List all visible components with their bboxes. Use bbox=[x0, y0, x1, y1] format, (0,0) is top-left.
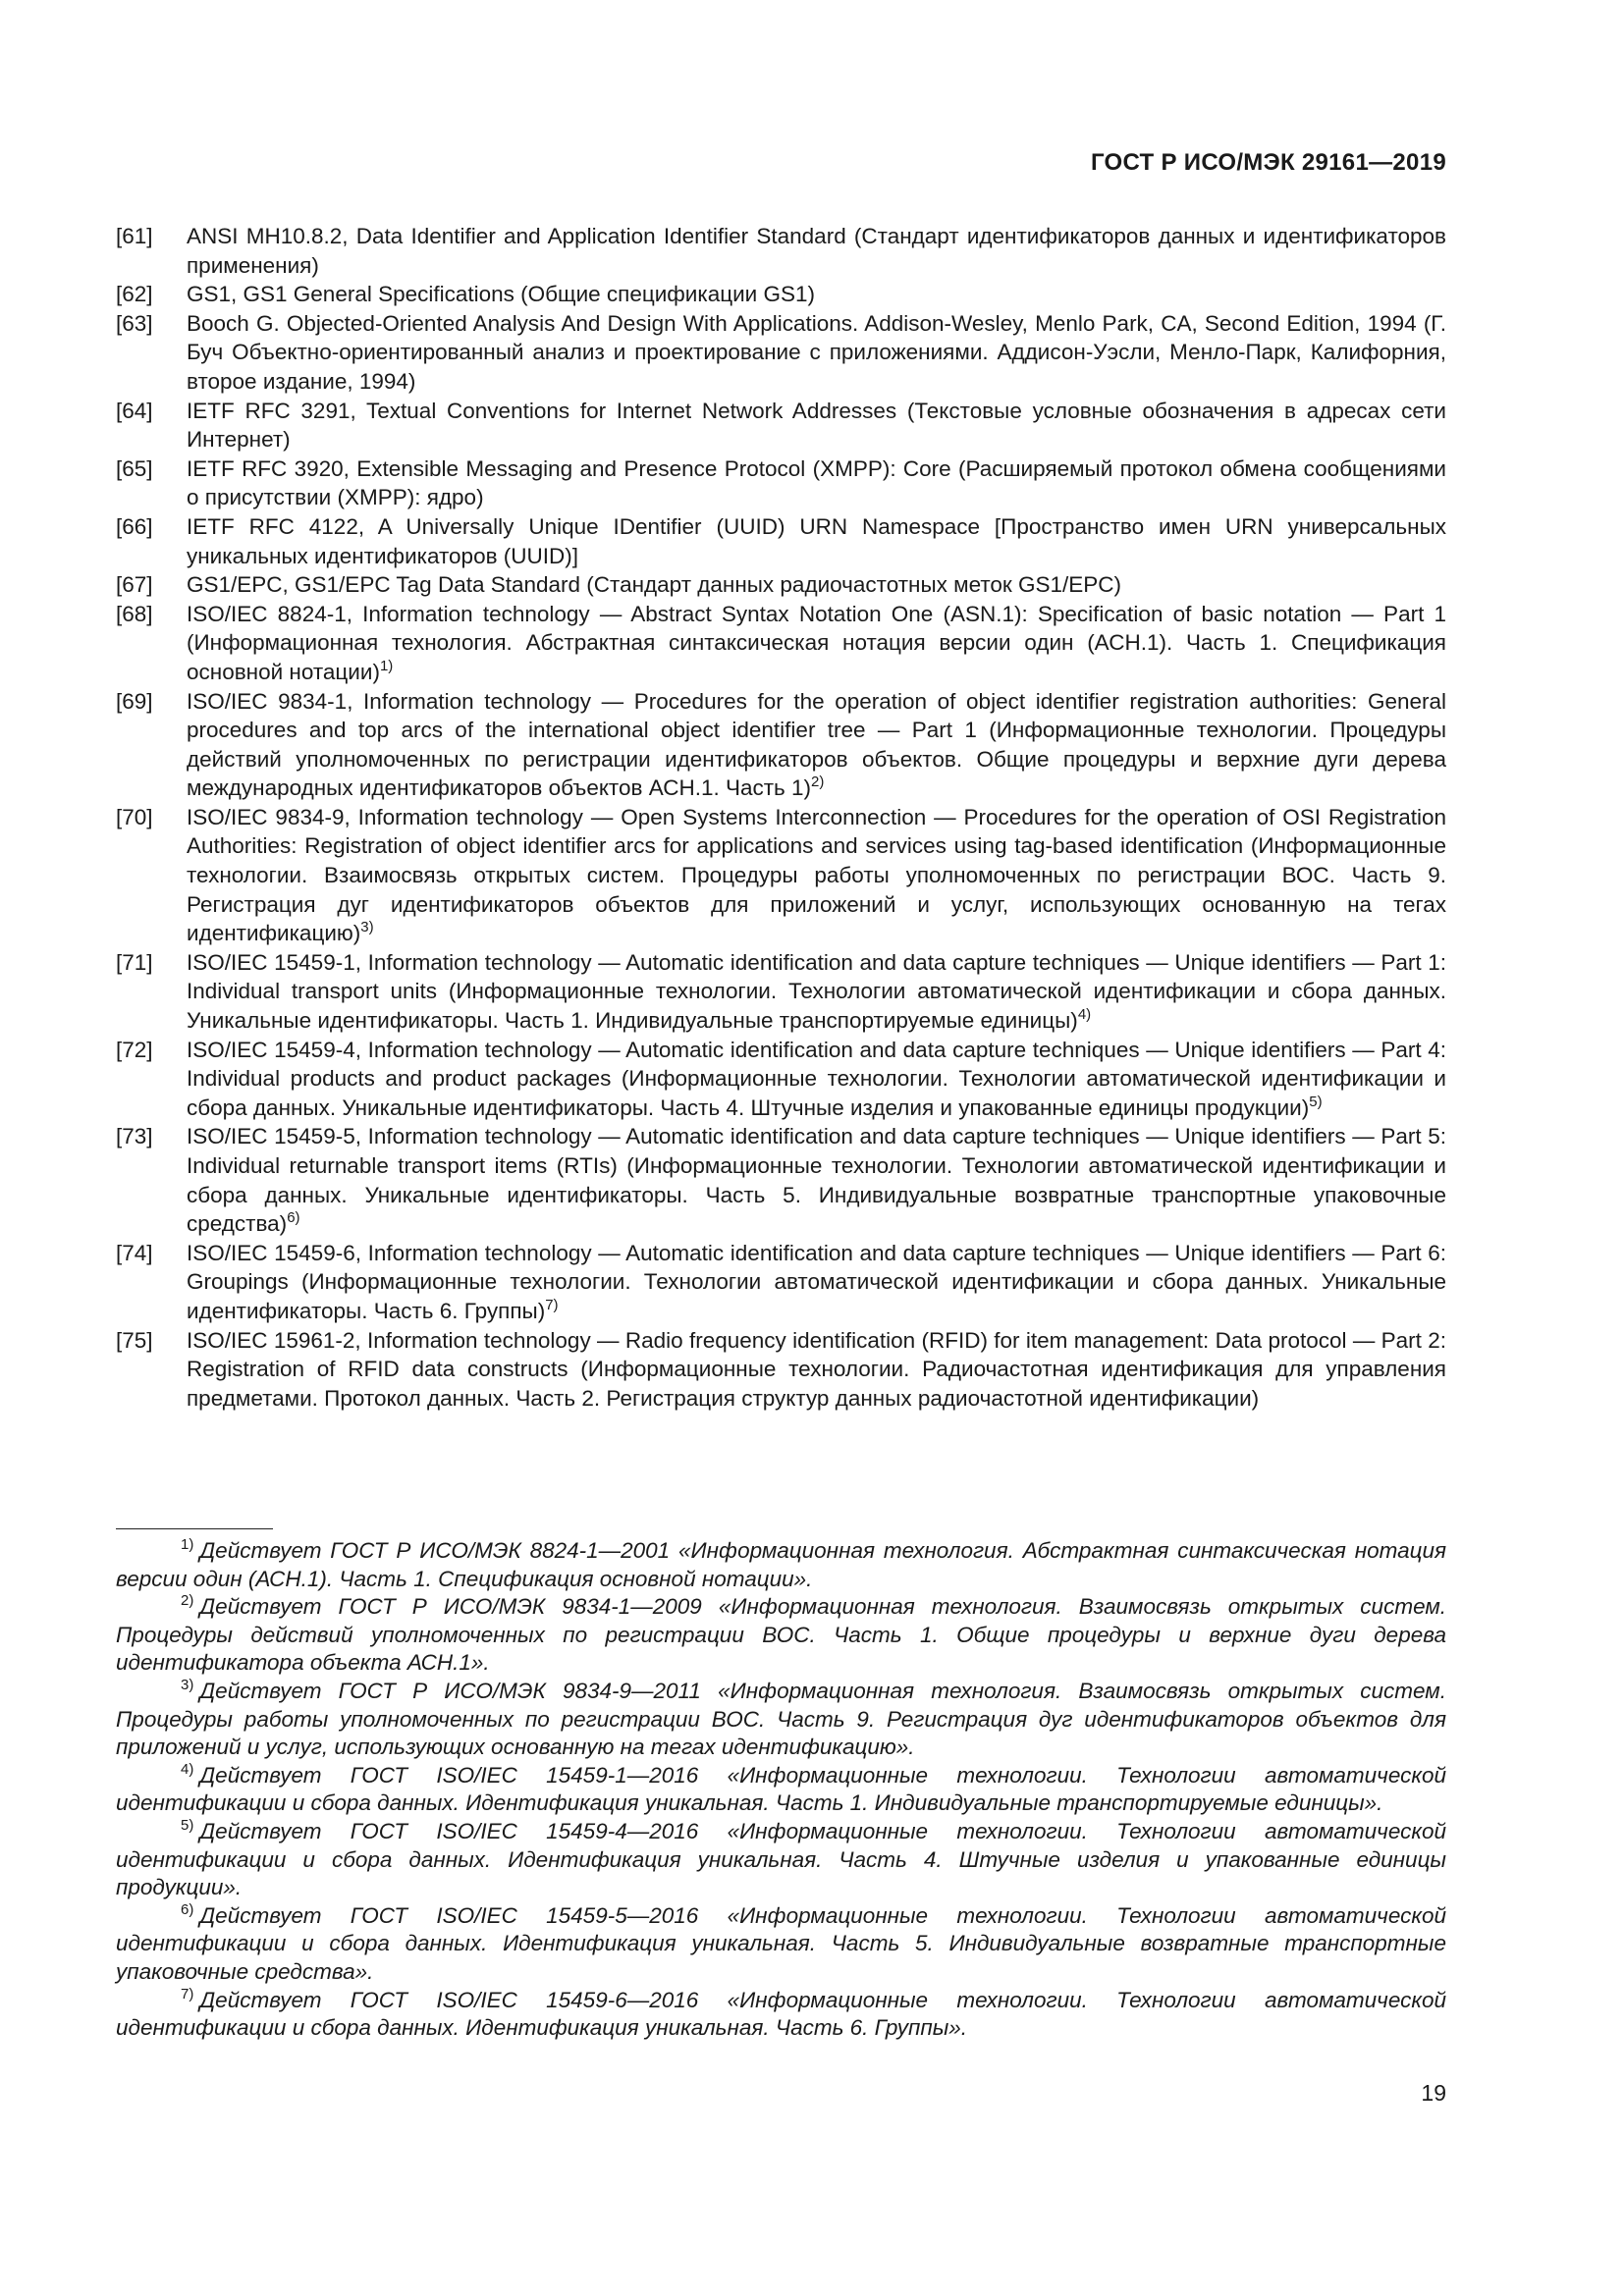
bibliography-list bbox=[116, 222, 1446, 1413]
reference-text: ISO/IEC 9834-9, Information technology — Open Systems Interconnection — Procedures for the operation of OSI Registration Authorities: Registration of object identifier arcs for applications and services using tag-based identification (Информационные технологии. Взаимосвязь открытых систем. Процедуры работы уполномоченных по регистрации ВОС. Часть 9. Регистрация дуг идентификаторов объектов для приложений и услуг, использующих основанную на тегах идентификацию)$^{3)}$ bbox=[187, 804, 1446, 946]
reference-number: [74] bbox=[116, 1240, 153, 1265]
footnote-mark: 4) bbox=[181, 1760, 194, 1778]
reference-number: [72] bbox=[116, 1037, 153, 1062]
reference-item bbox=[116, 397, 1446, 454]
reference-text: GS1/EPC, GS1/EPC Tag Data Standard (Стандарт данных радиочастотных меток GS1/EPC) bbox=[187, 572, 1122, 598]
reference-number: [61] bbox=[116, 224, 153, 248]
footnote-mark: 1) bbox=[181, 1536, 194, 1553]
reference-text: ANSI MH10.8.2, Data Identifier and Application Identifier Standard (Стандарт идентификаторов данных и идентификаторов применения) bbox=[187, 224, 1446, 278]
reference-text: ISO/IEC 15961-2, Information technology — Radio frequency identification (RFID) for item management: Data protocol — Part 2: Registration of RFID data constructs (Информационные технологии. Радиочастотная идентификация для управления предметами. Протокол данных. Часть 2. Регистрация структур данных радиочастотной идентификации) bbox=[187, 1327, 1446, 1411]
footnote-text: Действует ГОСТ Р ИСО/МЭК 9834-1—2009 «Информационная технология. Взаимосвязь открытых систем. Процедуры действий уполномоченных по регистрации ВОС. Часть 1. Общие процедуры и верхние дуги дерева идентификатора объекта АСН.1». bbox=[116, 1594, 1446, 1676]
reference-number: [66] bbox=[116, 513, 153, 539]
footnote-text: Действует ГОСТ ISO/IEC 15459-6—2016 «Информационные технологии. Технологии автоматической идентификации и сбора данных. Идентификация уникальная. Часть 6. Группы». bbox=[116, 1987, 1446, 2041]
footnote-marker: 2) bbox=[811, 774, 825, 791]
reference-item bbox=[116, 512, 1446, 570]
reference-number: [65] bbox=[116, 455, 153, 481]
footnote-separator bbox=[116, 1528, 273, 1529]
reference-item bbox=[116, 803, 1446, 948]
footnote bbox=[116, 1762, 1446, 1818]
footnote-mark: 6) bbox=[181, 1900, 194, 1918]
reference-item bbox=[116, 570, 1446, 600]
reference-item bbox=[116, 1036, 1446, 1123]
reference-item bbox=[116, 948, 1446, 1036]
footnote-text: Действует ГОСТ ISO/IEC 15459-5—2016 «Информационные технологии. Технологии автоматической идентификации и сбора данных. Идентификация уникальная. Часть 5. Индивидуальные возвратные транспортные упаковочные средства». bbox=[116, 1902, 1446, 1984]
footnote-mark: 3) bbox=[181, 1676, 194, 1693]
document-header: ГОСТ Р ИСО/МЭК 29161—2019 bbox=[1090, 149, 1446, 176]
footnote bbox=[116, 1593, 1446, 1678]
footnote-marker: 6) bbox=[287, 1209, 300, 1227]
reference-text: IETF RFC 3291, Textual Conventions for Internet Network Addresses (Текстовые условные обозначения в адресах сети Интернет) bbox=[187, 398, 1446, 453]
reference-number: [62] bbox=[116, 282, 153, 307]
footnote bbox=[116, 1987, 1446, 2043]
reference-number: [70] bbox=[116, 804, 153, 829]
footnote-text: Действует ГОСТ Р ИСО/МЭК 8824-1—2001 «Информационная технология. Абстрактная синтаксическая нотация версии один (АСН.1). Часть 1. Спецификация основной нотации». bbox=[116, 1538, 1446, 1591]
footnote-marker: 4) bbox=[1077, 1006, 1092, 1024]
reference-text: ISO/IEC 15459-1, Information technology — Automatic identification and data capture techniques — Unique identifiers — Part 1: Individual transport units (Информационные технологии. Технологии автоматической идентификации и сбора данных. Уникальные идентификаторы. Часть 1. Индивидуальные транспортируемые единицы)$^{4)}$ bbox=[187, 949, 1446, 1034]
reference-item bbox=[116, 1239, 1446, 1326]
reference-number: [69] bbox=[116, 688, 153, 714]
footnote-mark: 2) bbox=[181, 1592, 194, 1610]
footnote-text: Действует ГОСТ ISO/IEC 15459-1—2016 «Информационные технологии. Технологии автоматической идентификации и сбора данных. Идентификация уникальная. Часть 1. Индивидуальные транспортируемые единицы». bbox=[116, 1762, 1446, 1816]
footnotes bbox=[116, 1537, 1446, 2043]
footnote bbox=[116, 1678, 1446, 1762]
reference-number: [75] bbox=[116, 1327, 153, 1353]
reference-item bbox=[116, 222, 1446, 280]
reference-text: ISO/IEC 15459-4, Information technology — Automatic identification and data capture techniques — Unique identifiers — Part 4: Individual products and product packages (Информационные технологии. Технологии автоматической идентификации и сбора данных. Уникальные идентификаторы. Часть 4. Штучные изделия и упакованные единицы продукции)$^{5)}$ bbox=[187, 1037, 1446, 1120]
reference-text: ISO/IEC 8824-1, Information technology — Abstract Syntax Notation One (ASN.1): Specification of basic notation — Part 1 (Информационная технология. Абстрактная синтаксическая нотация версии один (АСН.1). Часть 1. Спецификация основной нотации)$^{1)}$ bbox=[187, 601, 1446, 684]
footnote-mark: 7) bbox=[181, 1985, 194, 2002]
footnote-text: Действует ГОСТ Р ИСО/МЭК 9834-9—2011 «Информационная технология. Взаимосвязь открытых систем. Процедуры работы уполномоченных по регистрации ВОС. Часть 9. Регистрация дуг идентификаторов объектов для приложений и услуг, использующих основанную на тегах идентификацию». bbox=[116, 1678, 1446, 1760]
reference-item bbox=[116, 1326, 1446, 1414]
reference-number: [67] bbox=[116, 572, 153, 598]
reference-text: IETF RFC 3920, Extensible Messaging and Presence Protocol (XMPP): Core (Расширяемый протокол обмена сообщениями о присутствии (XMPP): ядро) bbox=[187, 455, 1446, 510]
reference-number: [64] bbox=[116, 398, 153, 423]
footnote bbox=[116, 1537, 1446, 1593]
reference-text: GS1, GS1 General Specifications (Общие спецификации GS1) bbox=[187, 282, 816, 307]
reference-text: IETF RFC 4122, A Universally Unique IDentifier (UUID) URN Namespace [Пространство имен URN универсальных уникальных идентификаторов (UUID)] bbox=[187, 513, 1446, 568]
reference-number: [68] bbox=[116, 601, 153, 626]
footnote bbox=[116, 1902, 1446, 1987]
reference-item bbox=[116, 687, 1446, 803]
footnote-marker: 1) bbox=[379, 657, 394, 674]
footnote bbox=[116, 1818, 1446, 1902]
reference-text: Booch G. Objected-Oriented Analysis And Design With Applications. Addison-Wesley, Menlo Park, CA, Second Edition, 1994 (Г. Буч Объектно-ориентированный анализ и проектирование с приложениями. Аддисон-Уэсли, Менло-Парк, Калифорния, второе издание, 1994) bbox=[187, 310, 1446, 394]
footnote-marker: 3) bbox=[360, 919, 374, 936]
reference-text: ISO/IEC 9834-1, Information technology — Procedures for the operation of object identifier registration authorities: General procedures and top arcs of the international object identifier tree — Part 1 (Информационные технологии. Процедуры действий уполномоченных по регистрации идентификаторов объектов. Общие процедуры и верхние дуги дерева международных идентификаторов объектов АСН.1. Часть 1)$^{2)}$ bbox=[187, 688, 1446, 801]
reference-text: ISO/IEC 15459-5, Information technology — Automatic identification and data capture techniques — Unique identifiers — Part 5: Individual returnable transport items (RTIs) (Информационные технологии. Технологии автоматической идентификации и сбора данных. Уникальные идентификаторы. Часть 5. Индивидуальные возвратные транспортные упаковочные средства)$^{6)}$ bbox=[187, 1124, 1446, 1237]
footnote-text: Действует ГОСТ ISO/IEC 15459-4—2016 «Информационные технологии. Технологии автоматической идентификации и сбора данных. Идентификация уникальная. Часть 4. Штучные изделия и упакованные единицы продукции». bbox=[116, 1818, 1446, 1900]
reference-item bbox=[116, 600, 1446, 687]
reference-item bbox=[116, 454, 1446, 512]
footnote-marker: 5) bbox=[1309, 1093, 1323, 1110]
reference-item bbox=[116, 1122, 1446, 1238]
reference-number: [71] bbox=[116, 949, 153, 975]
footnote-mark: 5) bbox=[181, 1816, 194, 1834]
footnote-marker: 7) bbox=[545, 1296, 559, 1313]
page-number: 19 bbox=[1421, 2080, 1446, 2106]
reference-item bbox=[116, 280, 1446, 309]
reference-number: [73] bbox=[116, 1124, 153, 1149]
reference-item bbox=[116, 309, 1446, 397]
reference-number: [63] bbox=[116, 310, 153, 336]
reference-text: ISO/IEC 15459-6, Information technology — Automatic identification and data capture techniques — Unique identifiers — Part 6: Groupings (Информационные технологии. Технологии автоматической идентификации и сбора данных. Уникальные идентификаторы. Часть 6. Группы)$^{7)}$ bbox=[187, 1240, 1446, 1323]
